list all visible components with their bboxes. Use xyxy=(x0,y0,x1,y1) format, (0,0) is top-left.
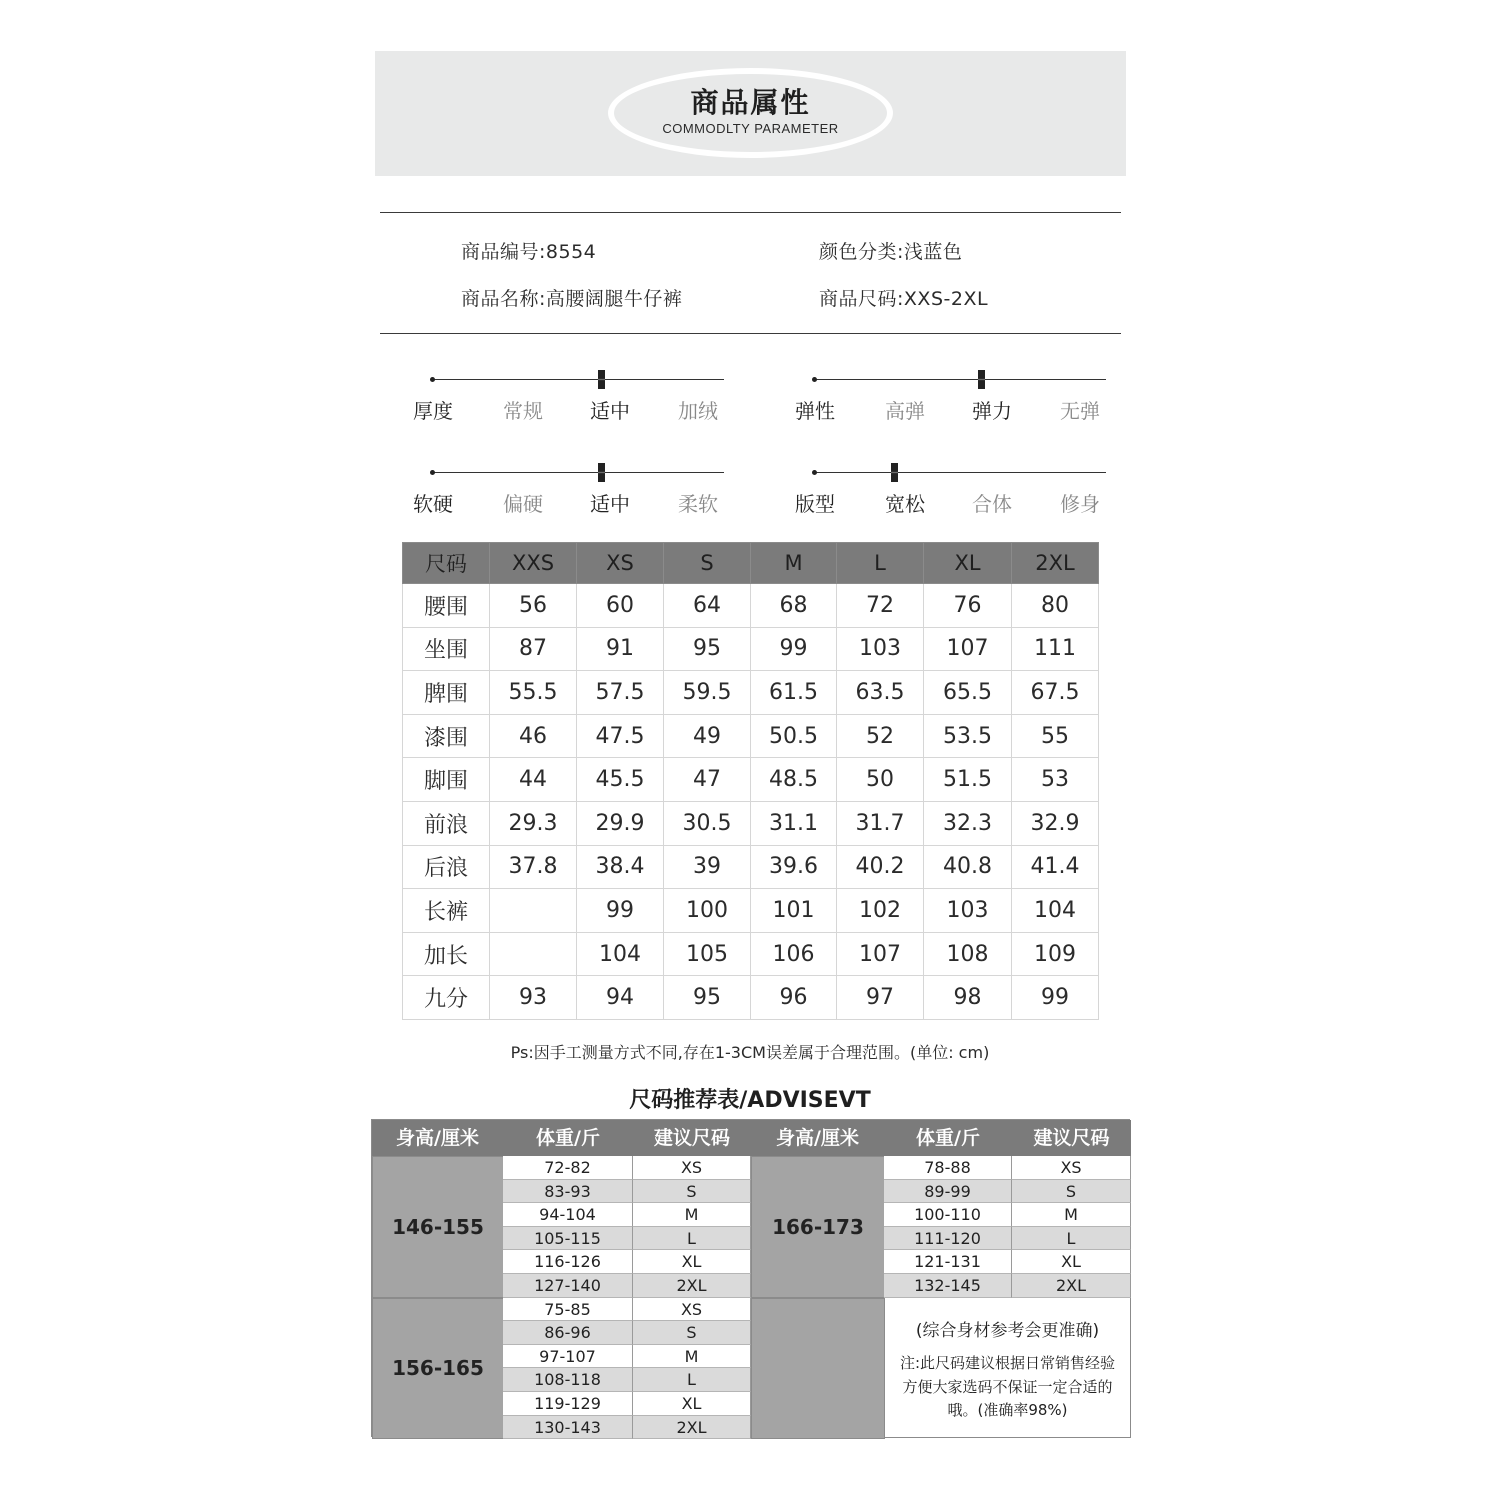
recommend-note-body: 注:此尺码建议根据日常销售经验方便大家选码不保证一定合适的哦。(准确率98%) xyxy=(899,1354,1116,1419)
measure-value: 39.6 xyxy=(751,845,837,889)
measure-value: 38.4 xyxy=(577,845,664,889)
recommend-header: 建议尺码 xyxy=(653,1127,730,1149)
size-table-header-row xyxy=(403,543,1099,584)
slider-start-dot xyxy=(430,470,435,475)
slider-knob xyxy=(978,370,985,389)
weight-range: 132-145 xyxy=(884,1274,1012,1298)
slider-track xyxy=(432,472,724,473)
suggested-size: L xyxy=(633,1368,751,1392)
size-header-label: 尺码 xyxy=(403,543,490,584)
slider-option: 宽松 xyxy=(885,492,925,516)
banner-title: 商品属性 xyxy=(690,86,811,119)
size-table-row xyxy=(403,845,1099,889)
empty-height-cell xyxy=(751,1298,885,1440)
slider-track xyxy=(814,379,1106,380)
slider-softness xyxy=(413,463,725,523)
recommend-note-title: (综合身材参考会更准确) xyxy=(915,1321,1100,1341)
size-table-row xyxy=(403,627,1099,671)
weight-range: 72-82 xyxy=(503,1156,633,1180)
measure-label: 长裤 xyxy=(403,889,490,933)
suggested-size: L xyxy=(1012,1227,1131,1251)
slider-option: 修身 xyxy=(1060,492,1100,516)
measure-value: 31.1 xyxy=(751,801,837,845)
slider-option: 适中 xyxy=(590,492,630,516)
measure-label: 腰围 xyxy=(403,584,490,628)
size-table-row xyxy=(403,584,1099,628)
weight-range: 108-118 xyxy=(503,1368,633,1392)
weight-range: 94-104 xyxy=(503,1203,633,1227)
measure-value: 106 xyxy=(751,932,837,976)
measure-value: 37.8 xyxy=(490,845,577,889)
suggested-size: M xyxy=(633,1345,751,1369)
measure-value: 55 xyxy=(1012,714,1099,758)
measure-value: 49 xyxy=(664,714,751,758)
slider-option: 无弹 xyxy=(1060,399,1100,423)
measure-value: 111 xyxy=(1012,627,1099,671)
measure-value: 64 xyxy=(664,584,751,628)
measure-value: 96 xyxy=(751,976,837,1020)
measure-value: 44 xyxy=(490,758,577,802)
size-header: S xyxy=(664,543,751,584)
slider-fit xyxy=(795,463,1107,523)
measure-value: 53 xyxy=(1012,758,1099,802)
slider-knob xyxy=(598,370,605,389)
measure-value: 52 xyxy=(837,714,924,758)
weight-range: 97-107 xyxy=(503,1345,633,1369)
measure-value: 87 xyxy=(490,627,577,671)
slider-option: 柔软 xyxy=(678,492,718,516)
weight-range: 116-126 xyxy=(503,1250,633,1274)
product-color-label: 颜色分类: xyxy=(819,241,904,263)
slider-option: 合体 xyxy=(972,492,1012,516)
recommend-header: 体重/斤 xyxy=(536,1127,600,1149)
measure-value: 95 xyxy=(664,976,751,1020)
measure-value: 57.5 xyxy=(577,671,664,715)
suggested-size: XL xyxy=(633,1392,751,1416)
suggested-size: L xyxy=(633,1227,751,1251)
weight-range: 86-96 xyxy=(503,1321,633,1345)
slider-option: 偏硬 xyxy=(503,492,543,516)
size-table-row xyxy=(403,714,1099,758)
suggested-size: 2XL xyxy=(633,1274,751,1298)
suggested-size: 2XL xyxy=(1012,1274,1131,1298)
weight-range: 130-143 xyxy=(503,1416,633,1440)
product-name-label: 商品名称: xyxy=(461,288,546,310)
product-color xyxy=(819,237,962,264)
suggested-size: XL xyxy=(1012,1250,1131,1274)
measure-value: 32.3 xyxy=(924,801,1012,845)
measure-value: 103 xyxy=(837,627,924,671)
measure-label: 坐围 xyxy=(403,627,490,671)
measure-value: 59.5 xyxy=(664,671,751,715)
measure-value: 101 xyxy=(751,889,837,933)
suggested-size: XS xyxy=(1012,1156,1131,1180)
suggested-size: 2XL xyxy=(633,1416,751,1440)
measure-value: 50.5 xyxy=(751,714,837,758)
measure-value xyxy=(490,932,577,976)
measure-value: 40.8 xyxy=(924,845,1012,889)
suggested-size: XS xyxy=(633,1156,751,1180)
slider-track xyxy=(432,379,724,380)
divider-top xyxy=(380,212,1121,213)
recommend-table xyxy=(371,1119,1130,1437)
size-header: XS xyxy=(577,543,664,584)
measure-value: 40.2 xyxy=(837,845,924,889)
slider-option: 高弹 xyxy=(885,399,925,423)
size-header: L xyxy=(837,543,924,584)
measure-value: 63.5 xyxy=(837,671,924,715)
weight-range: 78-88 xyxy=(884,1156,1012,1180)
measure-value: 94 xyxy=(577,976,664,1020)
slider-start-dot xyxy=(812,377,817,382)
measure-value: 30.5 xyxy=(664,801,751,845)
slider-start-dot xyxy=(812,470,817,475)
header-banner xyxy=(375,51,1126,176)
recommend-header: 体重/斤 xyxy=(916,1127,980,1149)
product-size-label: 商品尺码: xyxy=(819,288,904,310)
product-color-value: 浅蓝色 xyxy=(903,241,963,263)
measure-label: 九分 xyxy=(403,976,490,1020)
suggested-size: M xyxy=(633,1203,751,1227)
measure-value: 41.4 xyxy=(1012,845,1099,889)
measure-value: 80 xyxy=(1012,584,1099,628)
measure-value: 39 xyxy=(664,845,751,889)
measure-label: 脾围 xyxy=(403,671,490,715)
recommend-title: 尺码推荐表/ADVISEVT xyxy=(629,1088,871,1113)
measure-value: 67.5 xyxy=(1012,671,1099,715)
weight-range: 83-93 xyxy=(503,1180,633,1204)
measure-label: 脚围 xyxy=(403,758,490,802)
measure-value xyxy=(490,889,577,933)
measure-value: 45.5 xyxy=(577,758,664,802)
size-table-row xyxy=(403,758,1099,802)
measure-label: 漆围 xyxy=(403,714,490,758)
slider-elasticity xyxy=(795,370,1107,430)
measure-value: 107 xyxy=(924,627,1012,671)
measure-label: 加长 xyxy=(403,932,490,976)
size-table xyxy=(402,542,1099,1020)
measure-value: 103 xyxy=(924,889,1012,933)
slider-name: 厚度 xyxy=(413,399,453,423)
measure-value: 29.9 xyxy=(577,801,664,845)
slider-name: 软硬 xyxy=(413,492,453,516)
size-header: 2XL xyxy=(1012,543,1099,584)
measure-value: 105 xyxy=(664,932,751,976)
slider-knob xyxy=(891,463,898,482)
product-code-value: 8554 xyxy=(545,241,597,263)
recommend-header: 建议尺码 xyxy=(1033,1127,1110,1149)
suggested-size: S xyxy=(633,1321,751,1345)
measure-value: 109 xyxy=(1012,932,1099,976)
measure-value: 29.3 xyxy=(490,801,577,845)
measure-value: 56 xyxy=(490,584,577,628)
suggested-size: S xyxy=(1012,1180,1131,1204)
recommend-header: 身高/厘米 xyxy=(396,1127,479,1149)
measure-value: 95 xyxy=(664,627,751,671)
suggested-size: M xyxy=(1012,1203,1131,1227)
measure-value: 65.5 xyxy=(924,671,1012,715)
size-table-row xyxy=(403,976,1099,1020)
product-code-label: 商品编号: xyxy=(461,241,546,263)
measure-value: 93 xyxy=(490,976,577,1020)
suggested-size: XL xyxy=(633,1250,751,1274)
measure-value: 104 xyxy=(1012,889,1099,933)
measure-value: 68 xyxy=(751,584,837,628)
measure-value: 107 xyxy=(837,932,924,976)
recommend-header-row xyxy=(372,1120,1131,1156)
measure-value: 51.5 xyxy=(924,758,1012,802)
size-header: XXS xyxy=(490,543,577,584)
measure-value: 53.5 xyxy=(924,714,1012,758)
slider-start-dot xyxy=(430,377,435,382)
size-table-row xyxy=(403,932,1099,976)
product-code xyxy=(461,237,596,264)
measure-value: 47 xyxy=(664,758,751,802)
weight-range: 111-120 xyxy=(884,1227,1012,1251)
measure-value: 47.5 xyxy=(577,714,664,758)
weight-range: 119-129 xyxy=(503,1392,633,1416)
height-range: 156-165 xyxy=(372,1298,504,1440)
suggested-size: S xyxy=(633,1180,751,1204)
measure-value: 99 xyxy=(1012,976,1099,1020)
height-range: 146-155 xyxy=(372,1156,504,1298)
measure-value: 108 xyxy=(924,932,1012,976)
divider-bottom xyxy=(380,333,1121,334)
measure-label: 前浪 xyxy=(403,801,490,845)
weight-range: 75-85 xyxy=(503,1298,633,1322)
measure-value: 76 xyxy=(924,584,1012,628)
slider-thickness xyxy=(413,370,725,430)
weight-range: 121-131 xyxy=(884,1250,1012,1274)
measure-value: 50 xyxy=(837,758,924,802)
measure-value: 72 xyxy=(837,584,924,628)
measure-label: 后浪 xyxy=(403,845,490,889)
size-header: M xyxy=(751,543,837,584)
size-header: XL xyxy=(924,543,1012,584)
weight-range: 89-99 xyxy=(884,1180,1012,1204)
suggested-size: XS xyxy=(633,1298,751,1322)
height-range: 166-173 xyxy=(751,1156,885,1298)
slider-option: 常规 xyxy=(503,399,543,423)
product-size-value: XXS-2XL xyxy=(903,288,989,310)
measure-value: 55.5 xyxy=(490,671,577,715)
size-table-row xyxy=(403,671,1099,715)
slider-name: 弹性 xyxy=(795,399,835,423)
slider-option: 弹力 xyxy=(972,399,1012,423)
measure-value: 46 xyxy=(490,714,577,758)
slider-name: 版型 xyxy=(795,492,835,516)
slider-option: 适中 xyxy=(590,399,630,423)
slider-option: 加绒 xyxy=(678,399,718,423)
size-table-row xyxy=(403,889,1099,933)
measure-value: 60 xyxy=(577,584,664,628)
weight-range: 100-110 xyxy=(884,1203,1012,1227)
measure-value: 102 xyxy=(837,889,924,933)
measure-value: 91 xyxy=(577,627,664,671)
measure-value: 61.5 xyxy=(751,671,837,715)
measure-value: 31.7 xyxy=(837,801,924,845)
measure-value: 32.9 xyxy=(1012,801,1099,845)
recommend-note-box xyxy=(884,1297,1131,1438)
measure-value: 100 xyxy=(664,889,751,933)
weight-range: 105-115 xyxy=(503,1227,633,1251)
product-name-value: 高腰阔腿牛仔裤 xyxy=(545,288,683,310)
measure-value: 104 xyxy=(577,932,664,976)
measure-value: 48.5 xyxy=(751,758,837,802)
product-name xyxy=(461,284,682,311)
size-table-row xyxy=(403,801,1099,845)
measure-value: 98 xyxy=(924,976,1012,1020)
slider-knob xyxy=(598,463,605,482)
recommend-header: 身高/厘米 xyxy=(776,1127,859,1149)
product-size xyxy=(819,284,988,311)
measurement-note: Ps:因手工测量方式不同,存在1-3CM误差属于合理范围。(单位: cm) xyxy=(510,1043,990,1062)
slider-track xyxy=(814,472,1106,473)
measure-value: 99 xyxy=(751,627,837,671)
banner-subtitle: COMMODLTY PARAMETER xyxy=(662,121,839,136)
measure-value: 99 xyxy=(577,889,664,933)
weight-range: 127-140 xyxy=(503,1274,633,1298)
measure-value: 97 xyxy=(837,976,924,1020)
